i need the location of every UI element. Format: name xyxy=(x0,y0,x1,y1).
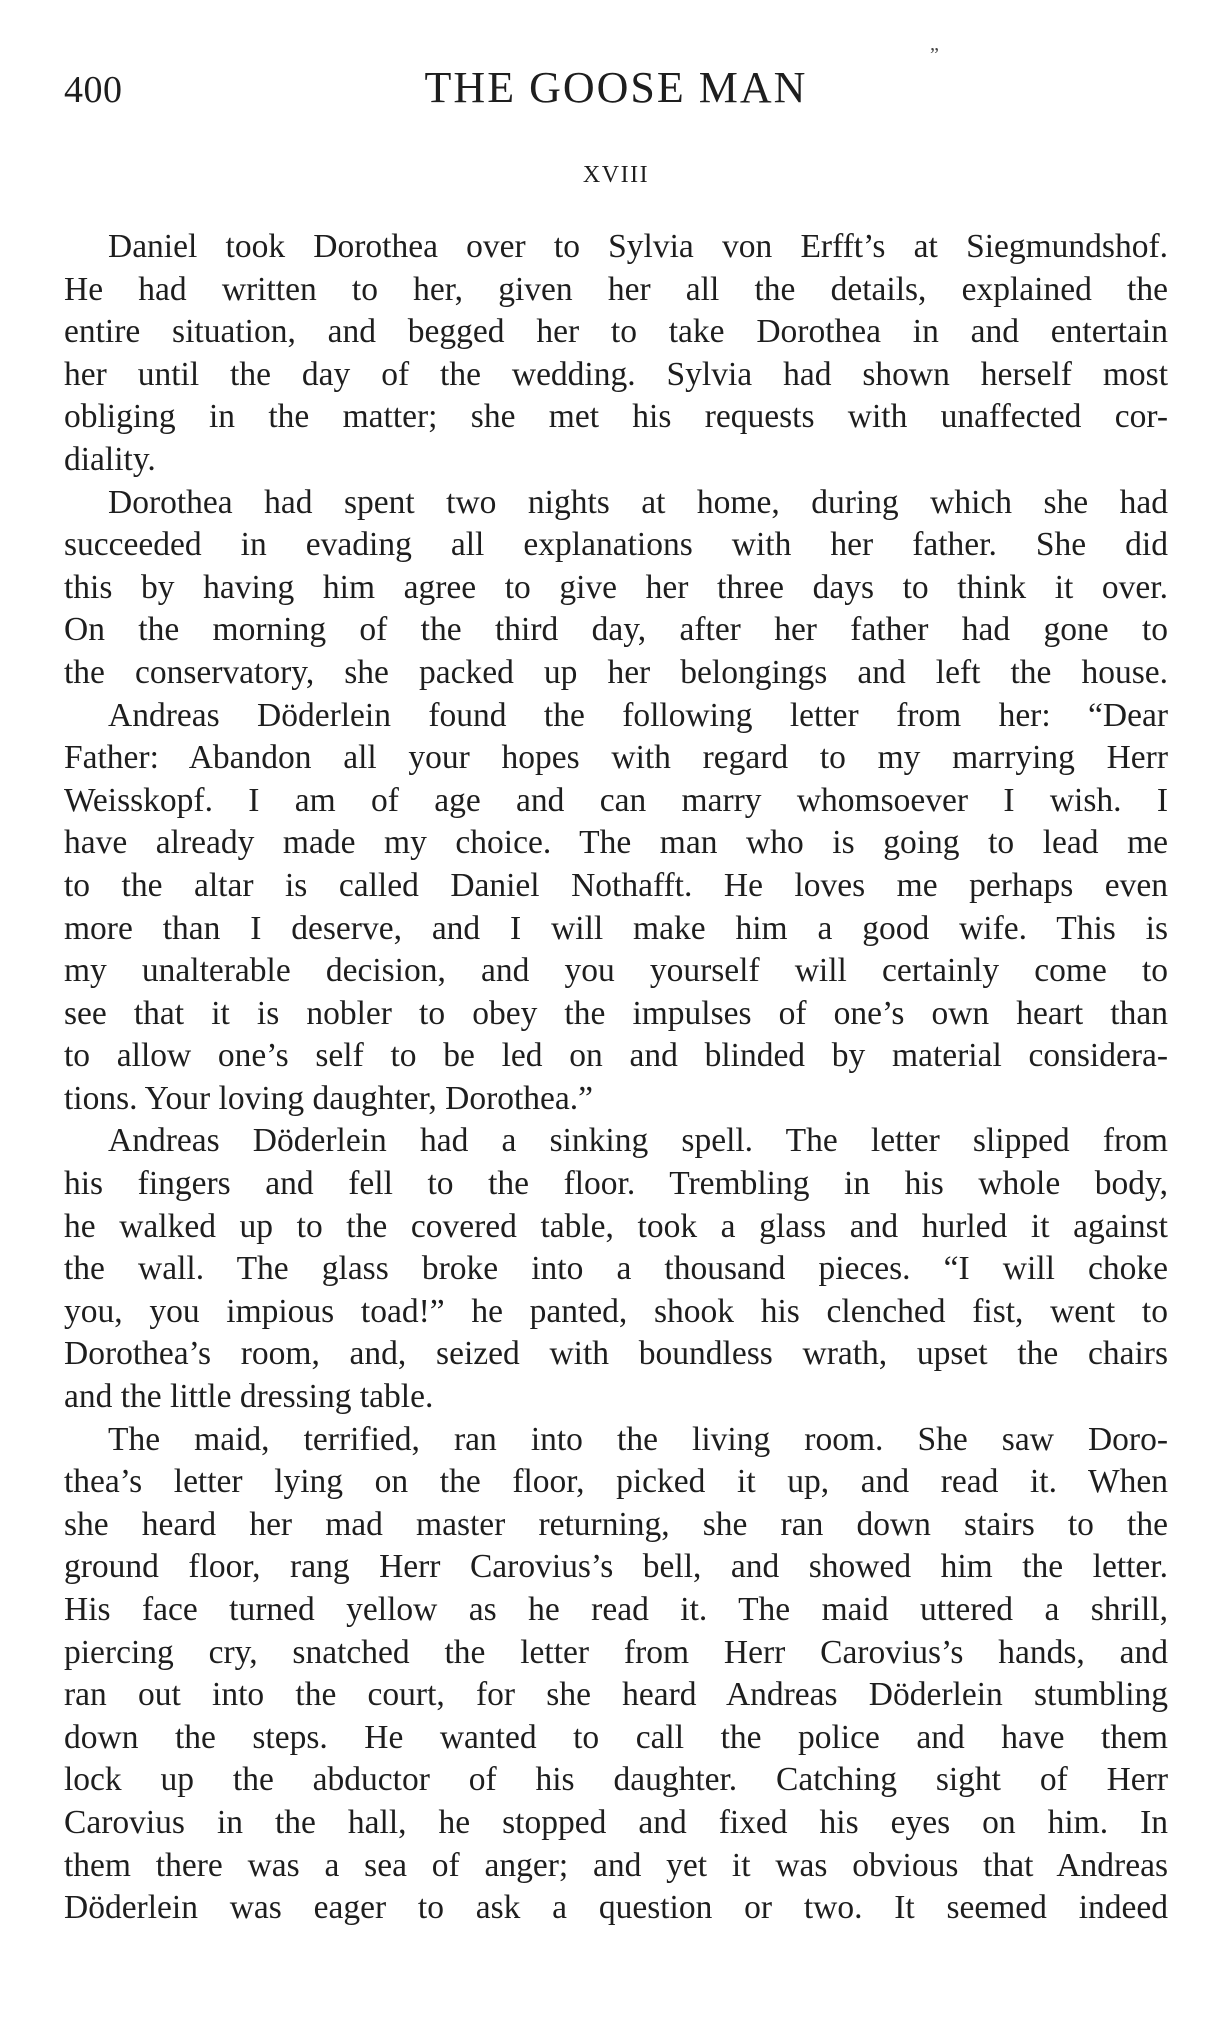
print-speck: ” xyxy=(930,44,939,66)
text-line: His face turned yellow as he read it. The maid uttered a shrill, xyxy=(64,1591,1168,1628)
paragraph xyxy=(64,695,1168,1121)
text-line: obliging in the matter; she met his requests with unaffected cor- xyxy=(64,398,1168,436)
text-line: his fingers and fell to the floor. Trembling in his whole body, xyxy=(64,1165,1168,1203)
text-line: she heard her mad master returning, she ran down stairs to the xyxy=(64,1505,1168,1543)
text-line: ran out into the court, for she heard Andreas Döderlein stumbling xyxy=(64,1676,1168,1714)
text-line: piercing cry, snatched the letter from Herr Carovius’s hands, and xyxy=(64,1633,1168,1671)
page-number: 400 xyxy=(64,69,123,111)
text-line: Daniel took Dorothea over to Sylvia von Erfft’s at Siegmundshof. xyxy=(108,228,1168,265)
text-line: more than I deserve, and I will make him a good wife. This is xyxy=(64,909,1168,947)
text-line: Andreas Döderlein found the following letter from her: “Dear xyxy=(108,696,1168,734)
paragraph xyxy=(64,482,1168,695)
text-line: you, you impious toad!” he panted, shook his clenched fist, went to xyxy=(64,1292,1168,1330)
text-line: The maid, terrified, ran into the living room. She saw Doro- xyxy=(108,1420,1168,1458)
text-line: them there was a sea of anger; and yet it was obvious that Andreas xyxy=(64,1846,1168,1884)
paragraph xyxy=(64,226,1168,482)
page-header xyxy=(64,62,1168,118)
paragraph xyxy=(64,1120,1168,1418)
text-line: to the altar is called Daniel Nothafft. He loves me perhaps even xyxy=(64,866,1168,904)
text-line: have already made my choice. The man who is going to lead me xyxy=(64,824,1168,862)
text-line: the conservatory, she packed up her belongings and left the house. xyxy=(64,653,1168,691)
text-line: lock up the abductor of his daughter. Catching sight of Herr xyxy=(64,1761,1168,1799)
text-line: to allow one’s self to be led on and blinded by material considera- xyxy=(64,1037,1168,1075)
text-line: Dorothea’s room, and, seized with boundless wrath, upset the chairs xyxy=(64,1335,1168,1373)
body-text xyxy=(64,226,1168,1930)
text-line: this by having him agree to give her three days to think it over. xyxy=(64,568,1168,606)
text-line: ground floor, rang Herr Carovius’s bell, and showed him the letter. xyxy=(64,1548,1168,1586)
text-line: Weisskopf. I am of age and can marry whomsoever I wish. I xyxy=(64,781,1168,819)
text-line: On the morning of the third day, after her father had gone to xyxy=(64,611,1168,649)
text-line: my unalterable decision, and you yourself will certainly come to xyxy=(64,952,1168,990)
text-line: he walked up to the covered table, took a glass and hurled it against xyxy=(64,1207,1168,1245)
text-line: thea’s letter lying on the floor, picked it up, and read it. When xyxy=(64,1463,1168,1501)
text-line: Dorothea had spent two nights at home, during which she had xyxy=(108,483,1168,521)
text-line: Father: Abandon all your hopes with regard to my marrying Herr xyxy=(64,739,1168,777)
text-line: and the little dressing table. xyxy=(64,1378,434,1416)
text-line: diality. xyxy=(64,440,156,478)
text-line: entire situation, and begged her to take Dorothea in and entertain xyxy=(64,313,1168,351)
text-line: Döderlein was eager to ask a question or two. It seemed indeed xyxy=(64,1889,1168,1927)
text-line: He had written to her, given her all the details, explained the xyxy=(64,270,1168,308)
chapter-heading: XVIII xyxy=(582,162,650,188)
paragraph xyxy=(64,1419,1168,1930)
text-line: Carovius in the hall, he stopped and fixed his eyes on him. In xyxy=(64,1803,1168,1841)
text-line: the wall. The glass broke into a thousand pieces. “I will choke xyxy=(64,1250,1168,1288)
text-line: see that it is nobler to obey the impulses of one’s own heart than xyxy=(64,994,1168,1032)
text-line: her until the day of the wedding. Sylvia had shown herself most xyxy=(64,355,1168,393)
text-line: succeeded in evading all explanations with her father. She did xyxy=(64,526,1168,564)
running-title: THE GOOSE MAN xyxy=(424,63,808,112)
text-line: tions. Your loving daughter, Dorothea.” xyxy=(64,1079,594,1117)
text-line: Andreas Döderlein had a sinking spell. The letter slipped from xyxy=(108,1122,1168,1160)
text-line: down the steps. He wanted to call the police and have them xyxy=(64,1718,1168,1756)
